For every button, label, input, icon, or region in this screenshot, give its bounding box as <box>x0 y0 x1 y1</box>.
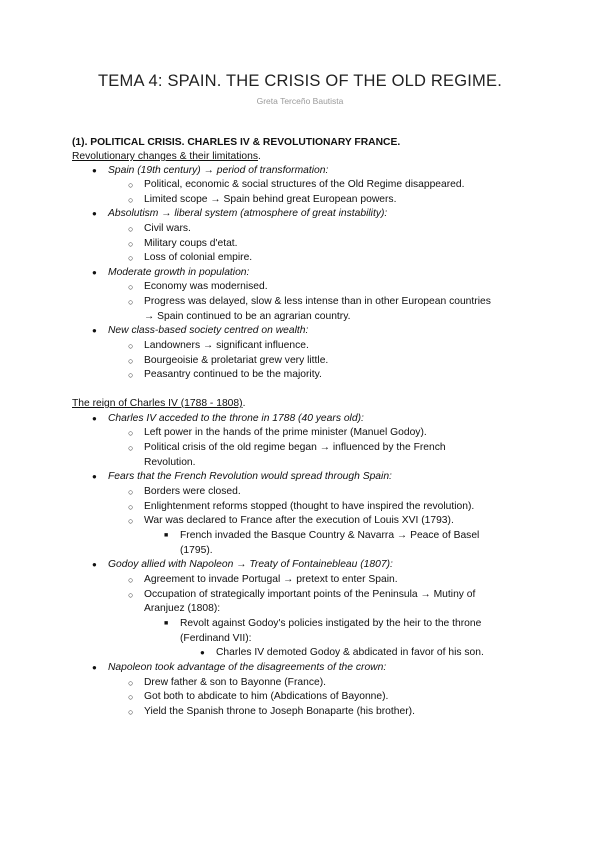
list-item: Drew father & son to Bayonne (France). <box>144 677 326 688</box>
bullet-disc-icon: ● <box>92 414 97 423</box>
list-item-continuation: Revolution. <box>144 457 196 468</box>
bullet-circle-icon: ○ <box>128 297 134 307</box>
list-item: Yield the Spanish throne to Joseph Bonaparte (his brother). <box>144 706 415 717</box>
bullet-circle-icon: ○ <box>128 356 134 366</box>
list-item: Economy was modernised. <box>144 281 268 292</box>
subheading-text: Revolutionary changes & their limitations <box>72 151 259 162</box>
bullet-circle-icon: ○ <box>128 224 134 234</box>
bullet-circle-icon: ○ <box>128 428 134 438</box>
bullet-circle-icon: ○ <box>128 253 134 263</box>
bullet-disc-icon: ● <box>92 560 97 569</box>
list-item-continuation: (Ferdinand VII): <box>180 633 252 644</box>
list-item: Military coups d'etat. <box>144 238 238 249</box>
bullet-disc-icon: ● <box>92 209 97 218</box>
bullet-square-icon: ■ <box>164 532 169 539</box>
list-item: Bourgeoisie & proletariat grew very little. <box>144 355 329 366</box>
list-item: Godoy allied with Napoleon → Treaty of Fontainebleau (1807): <box>108 559 393 570</box>
bullet-circle-icon: ○ <box>128 707 134 717</box>
list-item: Napoleon took advantage of the disagreements of the crown: <box>108 662 387 673</box>
bullet-circle-icon: ○ <box>128 370 134 380</box>
bullet-circle-icon: ○ <box>128 575 134 585</box>
section-subheading <box>72 150 261 164</box>
list-item: Political, economic & social structures of the Old Regime disappeared. <box>144 179 465 190</box>
bullet-square-icon: ■ <box>164 620 169 627</box>
bullet-circle-icon: ○ <box>128 516 134 526</box>
list-item-continuation: (1795). <box>180 545 213 556</box>
subheading-period: . <box>242 398 246 409</box>
list-item: Absolutism → liberal system (atmosphere of great instability): <box>108 208 388 219</box>
bullet-disc-icon: ● <box>92 472 97 481</box>
list-item-continuation: → Spain continued to be an agrarian country. <box>144 311 351 322</box>
list-item: Loss of colonial empire. <box>144 252 253 263</box>
bullet-circle-icon: ○ <box>128 692 134 702</box>
list-item: Borders were closed. <box>144 486 241 497</box>
subheading-text: The reign of Charles IV (1788 - 1808) <box>72 398 243 409</box>
list-item-continuation: Aranjuez (1808): <box>144 603 221 614</box>
bullet-circle-icon: ○ <box>128 502 134 512</box>
list-item: Progress was delayed, slow & less intense than in other European countries <box>144 296 491 307</box>
list-item: Got both to abdicate to him (Abdications of Bayonne). <box>144 691 389 702</box>
list-item: Agreement to invade Portugal → pretext to enter Spain. <box>144 574 398 585</box>
list-item: Left power in the hands of the prime minister (Manuel Godoy). <box>144 427 427 438</box>
bullet-disc-icon: ● <box>92 268 97 277</box>
list-item: Spain (19th century) → period of transformation: <box>108 165 329 176</box>
list-item: Limited scope → Spain behind great European powers. <box>144 194 397 205</box>
list-item: Political crisis of the old regime began → influenced by the French <box>144 442 446 453</box>
bullet-circle-icon: ○ <box>128 195 134 205</box>
list-item: Enlightenment reforms stopped (thought to have inspired the revolution). <box>144 501 475 512</box>
list-item: French invaded the Basque Country & Navarra → Peace of Basel <box>180 530 480 541</box>
bullet-circle-icon: ○ <box>128 590 134 600</box>
bullet-circle-icon: ○ <box>128 443 134 453</box>
list-item: Fears that the French Revolution would spread through Spain: <box>108 471 392 482</box>
section-subheading <box>72 397 245 411</box>
bullet-circle-icon: ○ <box>128 487 134 497</box>
bullet-circle-icon: ○ <box>128 282 134 292</box>
list-item: War was declared to France after the execution of Louis XVI (1793). <box>144 515 454 526</box>
bullet-disc-icon: ● <box>200 648 205 657</box>
list-item: Charles IV acceded to the throne in 1788 (40 years old): <box>108 413 364 424</box>
bullet-disc-icon: ● <box>92 326 97 335</box>
bullet-circle-icon: ○ <box>128 678 134 688</box>
bullet-circle-icon: ○ <box>128 341 134 351</box>
list-item: Landowners → significant influence. <box>144 340 309 351</box>
list-item: Charles IV demoted Godoy & abdicated in favor of his son. <box>216 647 484 658</box>
list-item: Peasantry continued to be the majority. <box>144 369 322 380</box>
bullet-disc-icon: ● <box>92 663 97 672</box>
document-title: TEMA 4: SPAIN. THE CRISIS OF THE OLD REGIME. <box>98 72 502 90</box>
section-heading: (1). POLITICAL CRISIS. CHARLES IV & REVOLUTIONARY FRANCE. <box>72 137 401 148</box>
list-item: New class-based society centred on wealth: <box>108 325 309 336</box>
bullet-circle-icon: ○ <box>128 239 134 249</box>
document-author: Greta Terceño Bautista <box>256 96 344 106</box>
list-item: Civil wars. <box>144 223 191 234</box>
subheading-period: . <box>258 151 261 162</box>
list-item: Moderate growth in population: <box>108 267 250 278</box>
bullet-circle-icon: ○ <box>128 180 134 190</box>
list-item: Occupation of strategically important points of the Peninsula → Mutiny of <box>144 589 476 600</box>
bullet-disc-icon: ● <box>92 166 97 175</box>
list-item: Revolt against Godoy's policies instigated by the heir to the throne <box>180 618 482 629</box>
